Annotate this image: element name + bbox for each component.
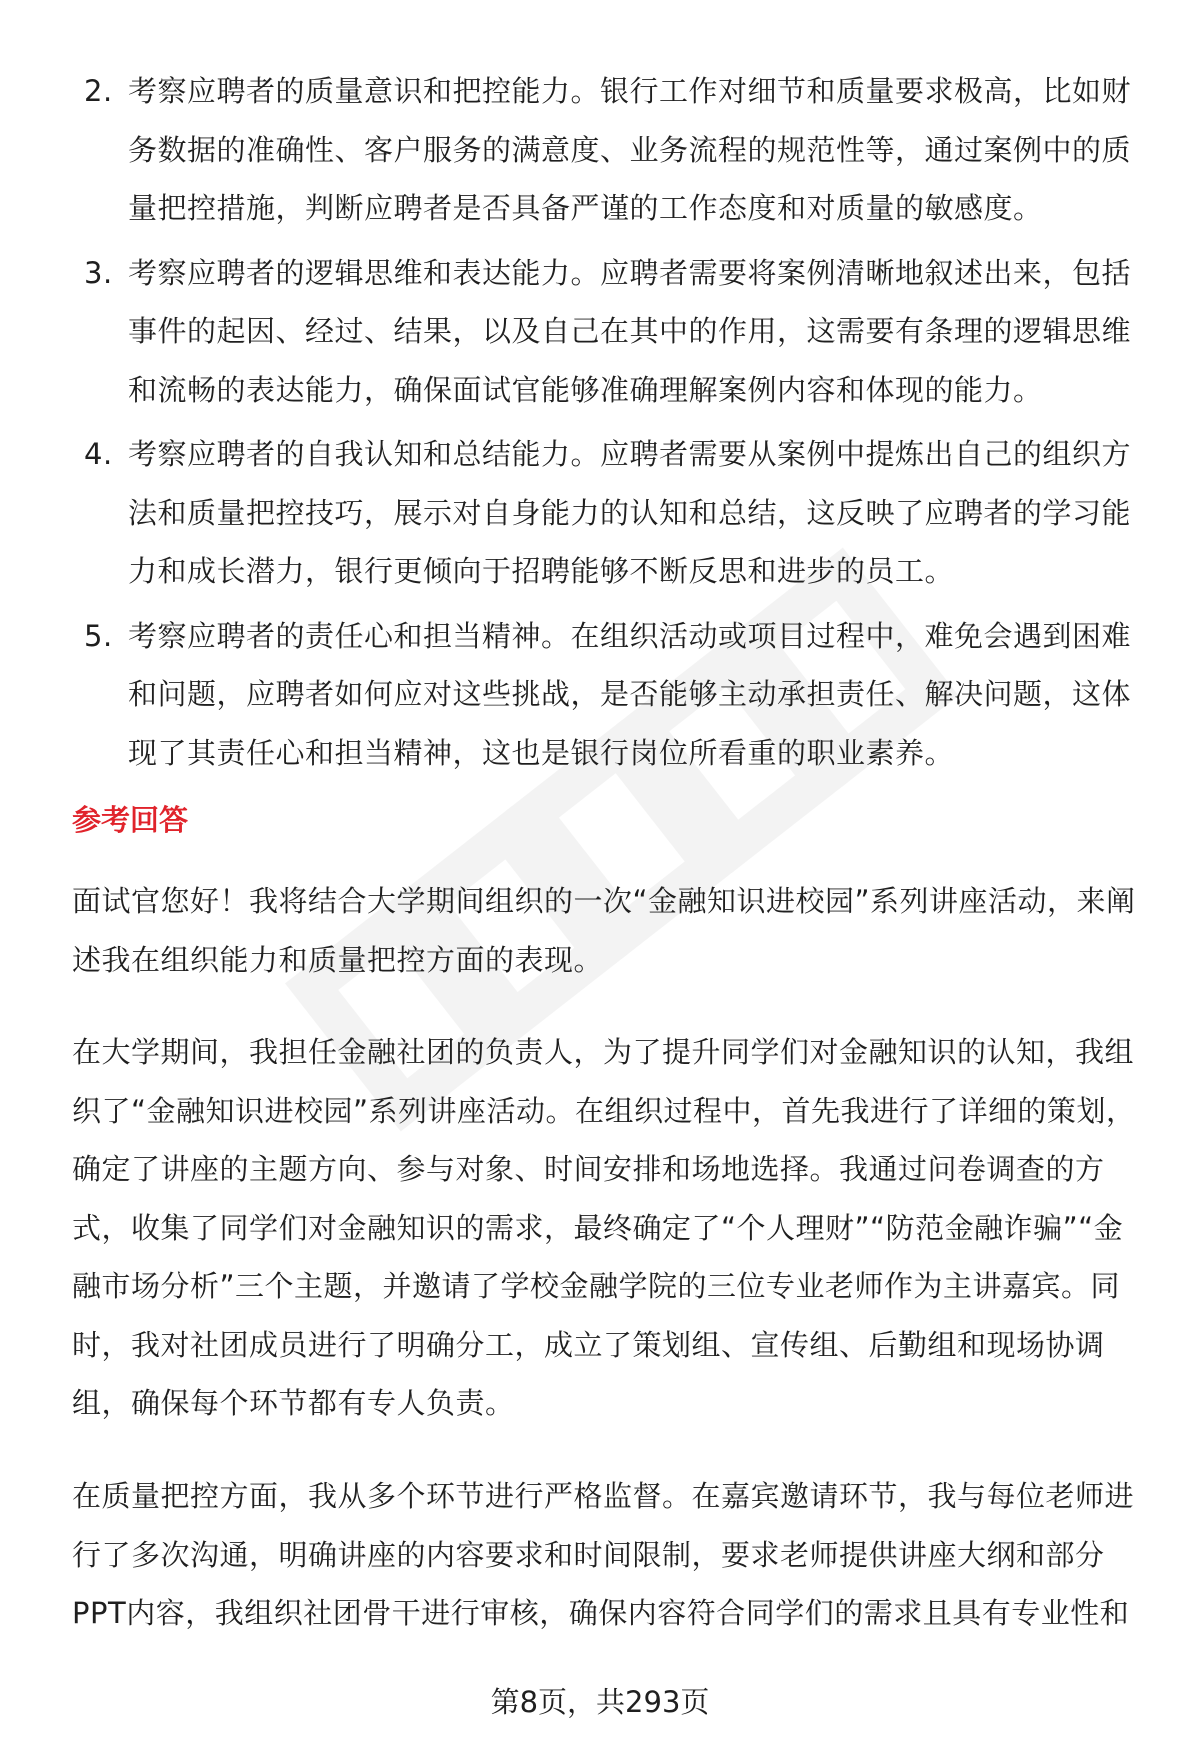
list-item-number: 5.: [84, 618, 113, 653]
answer-paragraph: 在质量把控方面，我从多个环节进行严格监督。在嘉宾邀请环节，我与每位老师进行了多次沟通，明确讲座的内容要求和时间限制，要求老师提供讲座大纲和部分PPT内容，我组织社团骨干进行审核，确保内容符合同学们的需求且具有专业性和: [72, 1479, 1135, 1630]
list-item: [72, 62, 1142, 238]
section-title: 参考回答: [72, 803, 189, 837]
page-number: 第8页，共293页: [490, 1685, 710, 1719]
answer-paragraph: 面试官您好！我将结合大学期间组织的一次“金融知识进校园”系列讲座活动，来阐述我在组织能力和质量把控方面的表现。: [72, 884, 1136, 977]
list-item: [72, 425, 1142, 601]
criteria-list: [72, 62, 1142, 788]
list-item: [72, 244, 1142, 420]
list-item: [72, 607, 1142, 783]
list-item-text: 考察应聘者的质量意识和把控能力。银行工作对细节和质量要求极高，比如财务数据的准确性、客户服务的满意度、业务流程的规范性等，通过案例中的质量把控措施，判断应聘者是否具备严谨的工作态度和对质量的敏感度。: [128, 74, 1132, 225]
list-item-text: 考察应聘者的逻辑思维和表达能力。应聘者需要将案例清晰地叙述出来，包括事件的起因、经过、结果，以及自己在其中的作用，这需要有条理的逻辑思维和流畅的表达能力，确保面试官能够准确理解案例内容和体现的能力。: [128, 255, 1132, 407]
answer-paragraph: 在大学期间，我担任金融社团的负责人，为了提升同学们对金融知识的认知，我组织了“金融知识进校园”系列讲座活动。在组织过程中，首先我进行了详细的策划，确定了讲座的主题方向、参与对象、时间安排和场地选择。我通过问卷调查的方式，收集了同学们对金融知识的需求，最终确定了“个人理财”“防范金融诈骗”“金融市场分析”三个主题，并邀请了学校金融学院的三位专业老师作为主讲嘉宾。同时，我对社团成员进行了明确分工，成立了策划组、宣传组、后勤组和现场协调组，确保每个环节都有专人负责。: [72, 1035, 1136, 1420]
list-item-number: 3.: [84, 255, 113, 290]
list-item-text: 考察应聘者的责任心和担当精神。在组织活动或项目过程中，难免会遇到困难和问题，应聘者如何应对这些挑战，是否能够主动承担责任、解决问题，这体现了其责任心和担当精神，这也是银行岗位所看重的职业素养。: [128, 618, 1132, 770]
list-item-number: 2.: [84, 74, 113, 108]
list-item-text: 考察应聘者的自我认知和总结能力。应聘者需要从案例中提炼出自己的组织方法和质量把控技巧，展示对自身能力的认知和总结，这反映了应聘者的学习能力和成长潜力，银行更倾向于招聘能够不断反思和进步的员工。: [128, 437, 1132, 588]
list-item-number: 4.: [84, 437, 113, 471]
